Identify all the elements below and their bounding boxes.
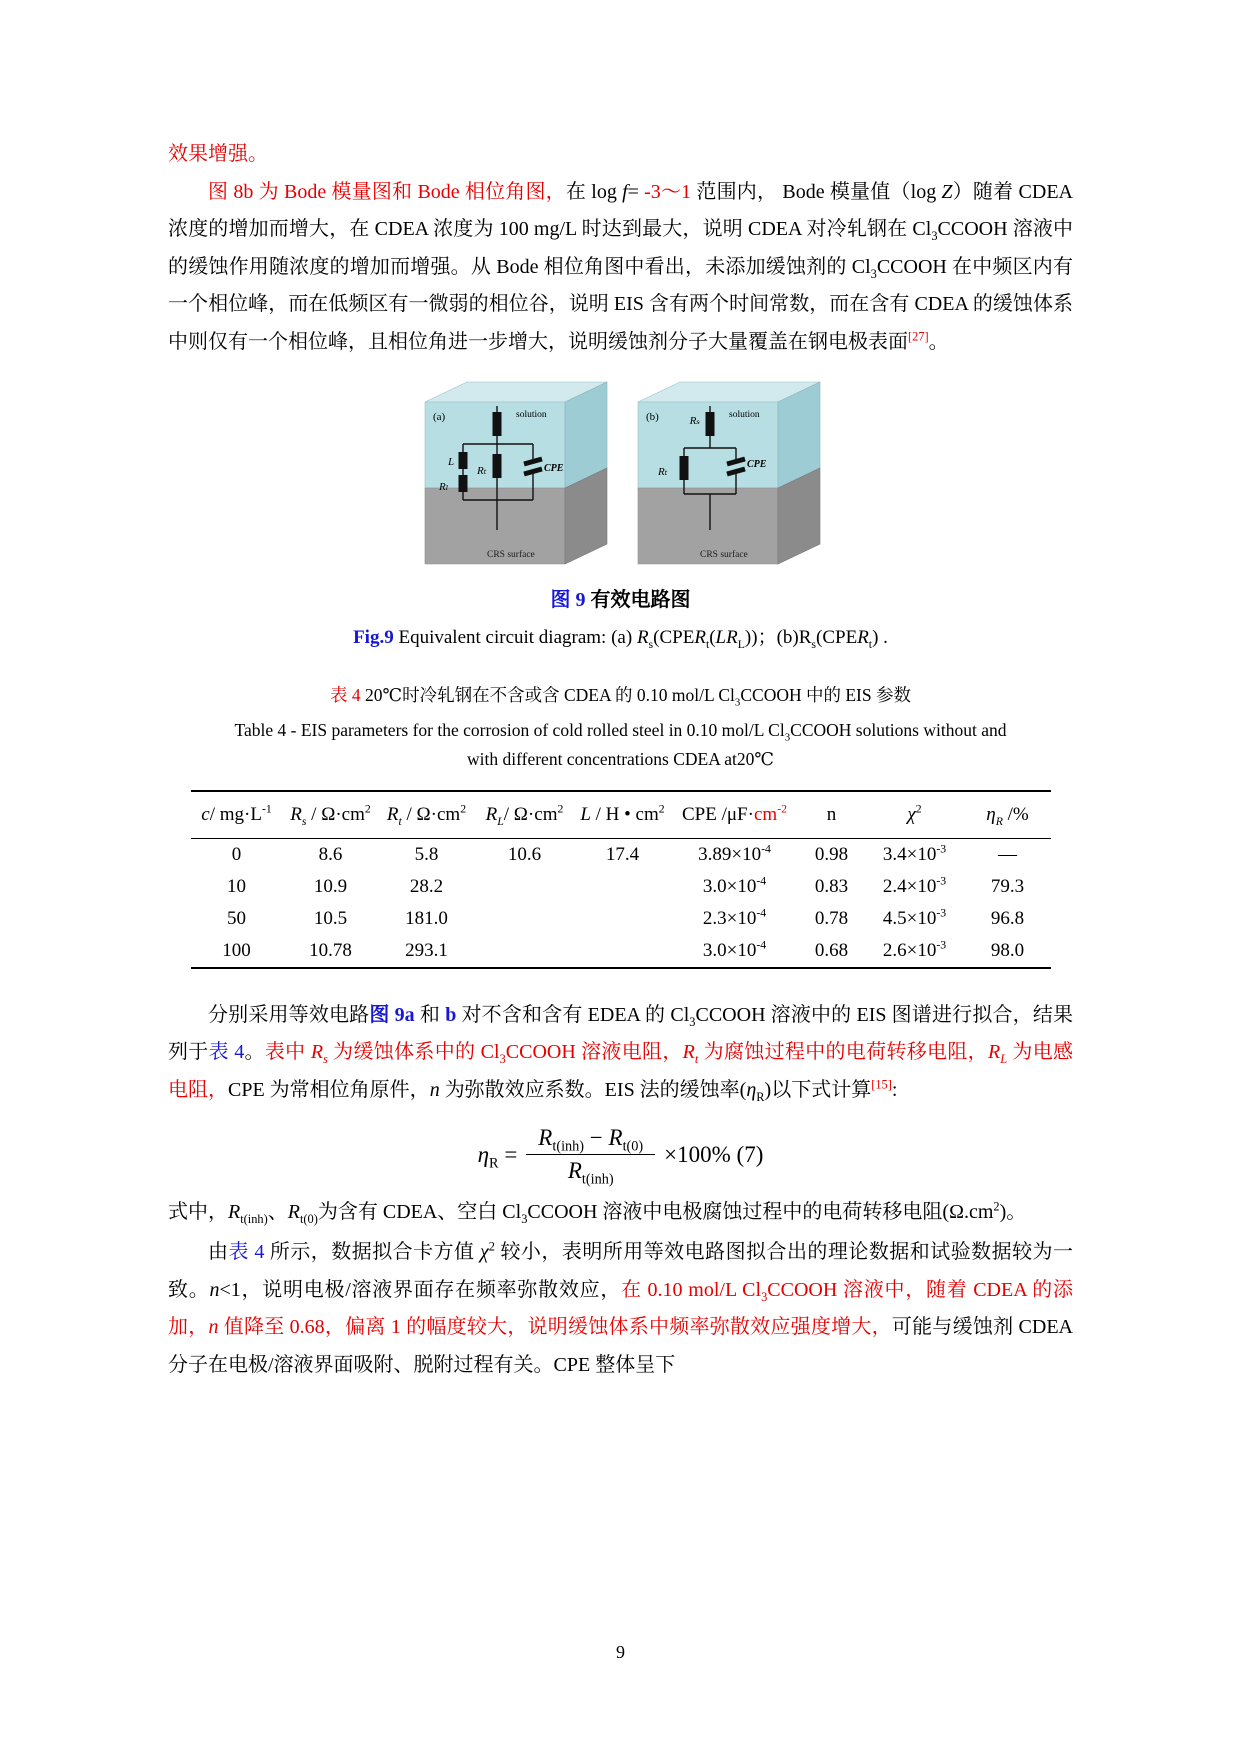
resistor-rt-b — [679, 456, 688, 480]
table-cell: $2.4\times 10^{-3}$ — [882, 874, 947, 897]
table-cell: 5.8 — [414, 843, 439, 865]
table-cell: 0.68 — [814, 939, 849, 961]
column-header: $\chi^2$ — [865, 791, 965, 839]
paragraph-effect: 效果增强。 — [168, 143, 268, 165]
column-header: $\eta_R$ /% — [965, 791, 1051, 839]
resistor-rt-label-a: Rₜ — [476, 464, 486, 477]
crs-surface-label-b: CRS surface — [699, 549, 748, 560]
page-content — [168, 136, 1073, 1384]
table-cell: 100 — [222, 939, 251, 961]
column-header: $R_s / \Omega\cdot cm^2$ — [283, 791, 379, 839]
resistor-rt-a — [492, 454, 501, 478]
equation-7 — [168, 1125, 1073, 1188]
table-cell: 79.3 — [990, 875, 1025, 897]
panel-a-label: (a) — [432, 410, 445, 423]
resistor-rs-label-b: Rₛ — [689, 414, 700, 427]
table-header-row — [191, 791, 1051, 839]
figure-caption-en: Fig.9 Equivalent circuit diagram: (a) $R_s(CPER_t(LR_L))$；$(b)R_s(CPER_t)$ . — [353, 626, 888, 651]
page-number: 9 — [616, 1642, 625, 1662]
table-cell: 0.83 — [814, 875, 849, 897]
solution-label-b: solution — [728, 409, 760, 420]
column-header: CPE $/\mu F\cdot cm^{-2}$ — [671, 791, 799, 839]
column-header: $R_L/$ $\Omega\cdot cm^2$ — [475, 791, 575, 839]
circuit-a — [425, 382, 607, 564]
resistor-rl — [458, 475, 467, 492]
paragraph-fitting: 分别采用等效电路图 9a 和 b 对不含和含有 EDEA 的 $Cl_3CCOOH$ 溶液中的 EIS 图谱进行拟合，结果列于表 4。表中 $R_s$ 为缓蚀体系中的 $Cl_3CCOOH$ 溶液电阻，$R_t$ 为腐蚀过程中的电荷转移电阻，$R_L$ 为电感电阻，CPE 为常相位角原件，n 为弥散效应系数。EIS 法的缓蚀率$(\eta_R)$以下式计算[15]: — [168, 1003, 1074, 1104]
figure-9 — [168, 372, 1073, 577]
table-body — [191, 838, 1051, 968]
table-cell: 10.9 — [313, 875, 348, 897]
table-cell: 96.8 — [990, 907, 1025, 929]
figure-caption-cn: 图 9 有效电路图 — [550, 588, 691, 611]
crs-surface-label-a: CRS surface — [486, 549, 535, 560]
table-cell: 0.78 — [814, 907, 849, 929]
table-cell — [575, 903, 671, 935]
table-caption-en: Table 4 - EIS parameters for the corrosion of cold rolled steel in 0.10 mol/L $Cl_3CCOOH$ solutions without and with different concentrations CDEA at20℃ — [234, 719, 1007, 769]
table-cell — [475, 871, 575, 903]
table-cell: $3.4\times 10^{-3}$ — [882, 842, 947, 865]
table-cell: 293.1 — [405, 939, 448, 961]
table-cell: 10.5 — [313, 907, 348, 929]
table-row — [191, 903, 1051, 935]
paragraph-bode: 图 8b 为 Bode 模量图和 Bode 相位角图，在 log f= -3～1 范围内， Bode 模量值（log Z）随着 CDEA 浓度的增加而增大，在 CDEA 浓度为 100 mg/L 时达到最大，说明 CDEA 对冷轧钢在 $Cl_3CCOOH$ 溶液中的缓蚀作用随浓度的增加而增强。从 Bode 相位角图中看出，未添加缓蚀剂的 $Cl_3CCOOH$ 在中频区内有一个相位峰，而在低频区有一微弱的相位谷，说明 EIS 含有两个时间常数，而在含有 CDEA 的缓蚀体系中则仅有一个相位峰，且相位角进一步增大，说明缓蚀剂分子大量覆盖在钢电极表面[27]。 — [168, 180, 1073, 353]
table-cell: 28.2 — [409, 875, 444, 897]
circuit-b — [638, 382, 820, 564]
equation-lhs: $\eta_R$ = — [477, 1141, 518, 1172]
table-cell: 0 — [231, 843, 242, 865]
solution-label-a: solution — [515, 409, 547, 420]
panel-b-label: (b) — [645, 410, 659, 423]
table-cell: $2.3\times 10^{-4}$ — [702, 906, 767, 929]
equation-fraction — [526, 1125, 655, 1188]
table-cell: 10.6 — [507, 843, 542, 865]
column-header: L / H • $cm^2$ — [575, 791, 671, 839]
table-cell: 17.4 — [605, 843, 640, 865]
paragraph-where: 式中，$R_{t(inh)}$、$R_{t(0)}$为含有 CDEA、空白 $Cl_3CCOOH$ 溶液中电极腐蚀过程中的电荷转移电阻$(\Omega.cm^2)$。 — [168, 1199, 1027, 1227]
resistor-rl-label: Rₗ — [438, 480, 448, 493]
table-cell: 181.0 — [405, 907, 448, 929]
column-header: $R_t / \Omega\cdot cm^2$ — [379, 791, 475, 839]
table-cell — [475, 903, 575, 935]
resistor-rt-label-b: Rₜ — [657, 465, 667, 478]
table-caption-cn: 表 4 20℃时冷轧钢在不含或含 CDEA 的 0.10 mol/L $Cl_3CCOOH$ 中的 EIS 参数 — [330, 684, 911, 709]
table-cell: 98.0 — [990, 939, 1025, 961]
resistor-rs-b — [705, 412, 714, 436]
table-cell: $3.89\times 10^{-4}$ — [698, 842, 771, 865]
table-cell: 10.78 — [309, 939, 352, 961]
equation-numerator: $R_{t(inh)} - R_{t(0)}$ — [526, 1125, 655, 1155]
table-cell: $2.6\times 10^{-3}$ — [882, 938, 947, 961]
column-header: n — [799, 791, 865, 839]
table-row — [191, 935, 1051, 968]
table-cell: $4.5\times 10^{-3}$ — [882, 906, 947, 929]
equation-denominator: $R_{t(inh)}$ — [567, 1158, 614, 1188]
table-cell: 10 — [227, 875, 246, 897]
inductor-l — [458, 452, 467, 469]
table-row — [191, 838, 1051, 871]
eis-parameters-table — [191, 790, 1051, 969]
cpe-label-b: CPE — [746, 458, 766, 470]
paragraph-chi-square: 由表 4 所示，数据拟合卡方值 $\chi^2$ 较小，表明所用等效电路图拟合出的理论数据和试验数据较为一致。n<1，说明电极/溶液界面存在频率弥散效应，在 0.10 mol/L $Cl_3CCOOH$ 溶液中，随着 CDEA 的添加，n 值降至 0.68，偏离 1 的幅度较大，说明缓蚀体系中频率弥散效应强度增大，可能与缓蚀剂 CDEA 分子在电极/溶液界面吸附、脱附过程有关。CPE 整体呈下 — [168, 1239, 1074, 1376]
equation-rhs: ×100% (7) — [664, 1141, 764, 1167]
table-cell: 50 — [227, 907, 246, 929]
table-row — [191, 871, 1051, 903]
table-cell: 8.6 — [318, 843, 343, 865]
table-cell: $3.0\times 10^{-4}$ — [702, 938, 767, 961]
table-cell — [575, 935, 671, 968]
table-cell — [475, 935, 575, 968]
table-cell — [575, 871, 671, 903]
table-cell: $3.0\times 10^{-4}$ — [702, 874, 767, 897]
table-cell: 0.98 — [814, 843, 849, 865]
inductor-l-label: L — [447, 455, 454, 468]
cpe-label-a: CPE — [543, 462, 563, 474]
table-cell: — — [998, 843, 1017, 865]
column-header: c/ $mg\cdot L^{-1}$ — [191, 791, 283, 839]
resistor-rs-a — [492, 412, 501, 436]
equivalent-circuit-figure — [416, 372, 826, 572]
